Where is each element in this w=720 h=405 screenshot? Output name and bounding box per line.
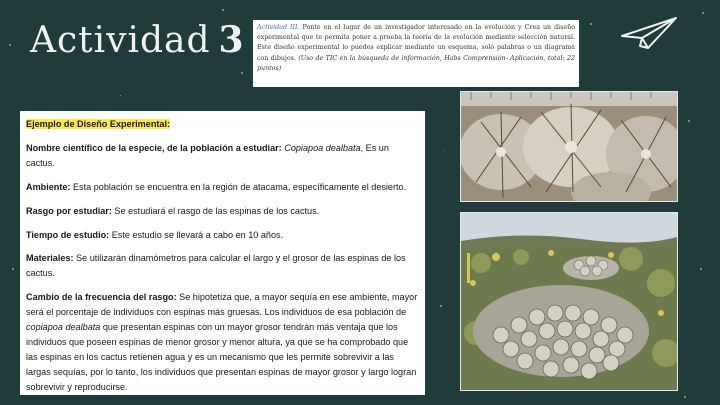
cactus-closeup-photo xyxy=(460,91,678,202)
environment-label: Ambiente: xyxy=(26,181,71,192)
species-label: Nombre científico de la especie, de la población a estudiar: xyxy=(26,142,282,153)
materials-label: Materiales: xyxy=(26,253,74,264)
slide-title xyxy=(30,12,245,68)
environment-text: Esta población se encuentra en la región de atacama, específicamente el desierto. xyxy=(70,181,407,192)
instructions-lead: Actividad III. xyxy=(257,24,300,31)
slide-title-word: Actividad xyxy=(30,20,211,61)
slide-title-number: 3 xyxy=(218,19,245,61)
change-species: copiapoa dealbata xyxy=(26,322,101,333)
example-heading: Ejemplo de Diseño Experimental: xyxy=(26,119,171,129)
species-name: Copiapoa dealbata xyxy=(284,142,361,153)
environment-paragraph xyxy=(26,180,419,195)
materials-text: Se utilizarán dinamómetros para calcular el largo y el grosor de las espinas de los cactus. xyxy=(26,253,406,279)
trait-text: Se estudiará el rasgo de las espinas de los cactus. xyxy=(111,205,320,216)
cactus-landscape-photo xyxy=(460,212,678,391)
change-paragraph xyxy=(26,290,419,394)
instructions-note: (Uso de TIC en la búsqueda de información, Habs Comprensión- Aplicación, total: 22 puntos) xyxy=(257,54,575,72)
change-text-2: que presentan espinas con un mayor grosor tendrán más ventaja que los individuos que poseen espinas de menor grosor y menor altura, ya que se ha comprobado que las espinas en los cactus retienen agua y es un mecanismo que les permite sobrevivir a las largas sequías, por lo tanto, los individuos que presentan espinas de mayor grosor y largo logran sobrevivir y reproducirse. xyxy=(26,322,417,392)
change-text-1: Se hipotetiza que, a mayor sequía en ese ambiente, mayor será el porcentaje de individuos con espinas más gruesas. Los individuos de esa población de xyxy=(26,292,418,318)
example-document xyxy=(20,111,425,395)
instructions-box xyxy=(253,20,579,87)
species-rest: , Es un cactus. xyxy=(26,142,389,168)
change-label: Cambio de la frecuencia del rasgo: xyxy=(26,292,177,303)
species-paragraph xyxy=(26,141,419,171)
time-label: Tiempo de estudio: xyxy=(26,229,110,240)
trait-paragraph xyxy=(26,204,419,219)
instructions-body: Ponte en el lugar de un investigador interesado en la evolución y Crea un diseño experimental que te permita poner a prueba la teoría de la evolución mediante selección natural. Este diseño experimental lo puedes explicar mediante un esquema, solo palabras o un diagrama con dibujos. xyxy=(257,24,575,62)
trait-label: Rasgo por estudiar: xyxy=(26,205,112,216)
paper-plane-icon xyxy=(618,14,680,54)
time-paragraph xyxy=(26,228,419,243)
materials-paragraph xyxy=(26,251,419,281)
time-text: Este estudio se llevará a cabo en 10 años. xyxy=(109,229,284,240)
